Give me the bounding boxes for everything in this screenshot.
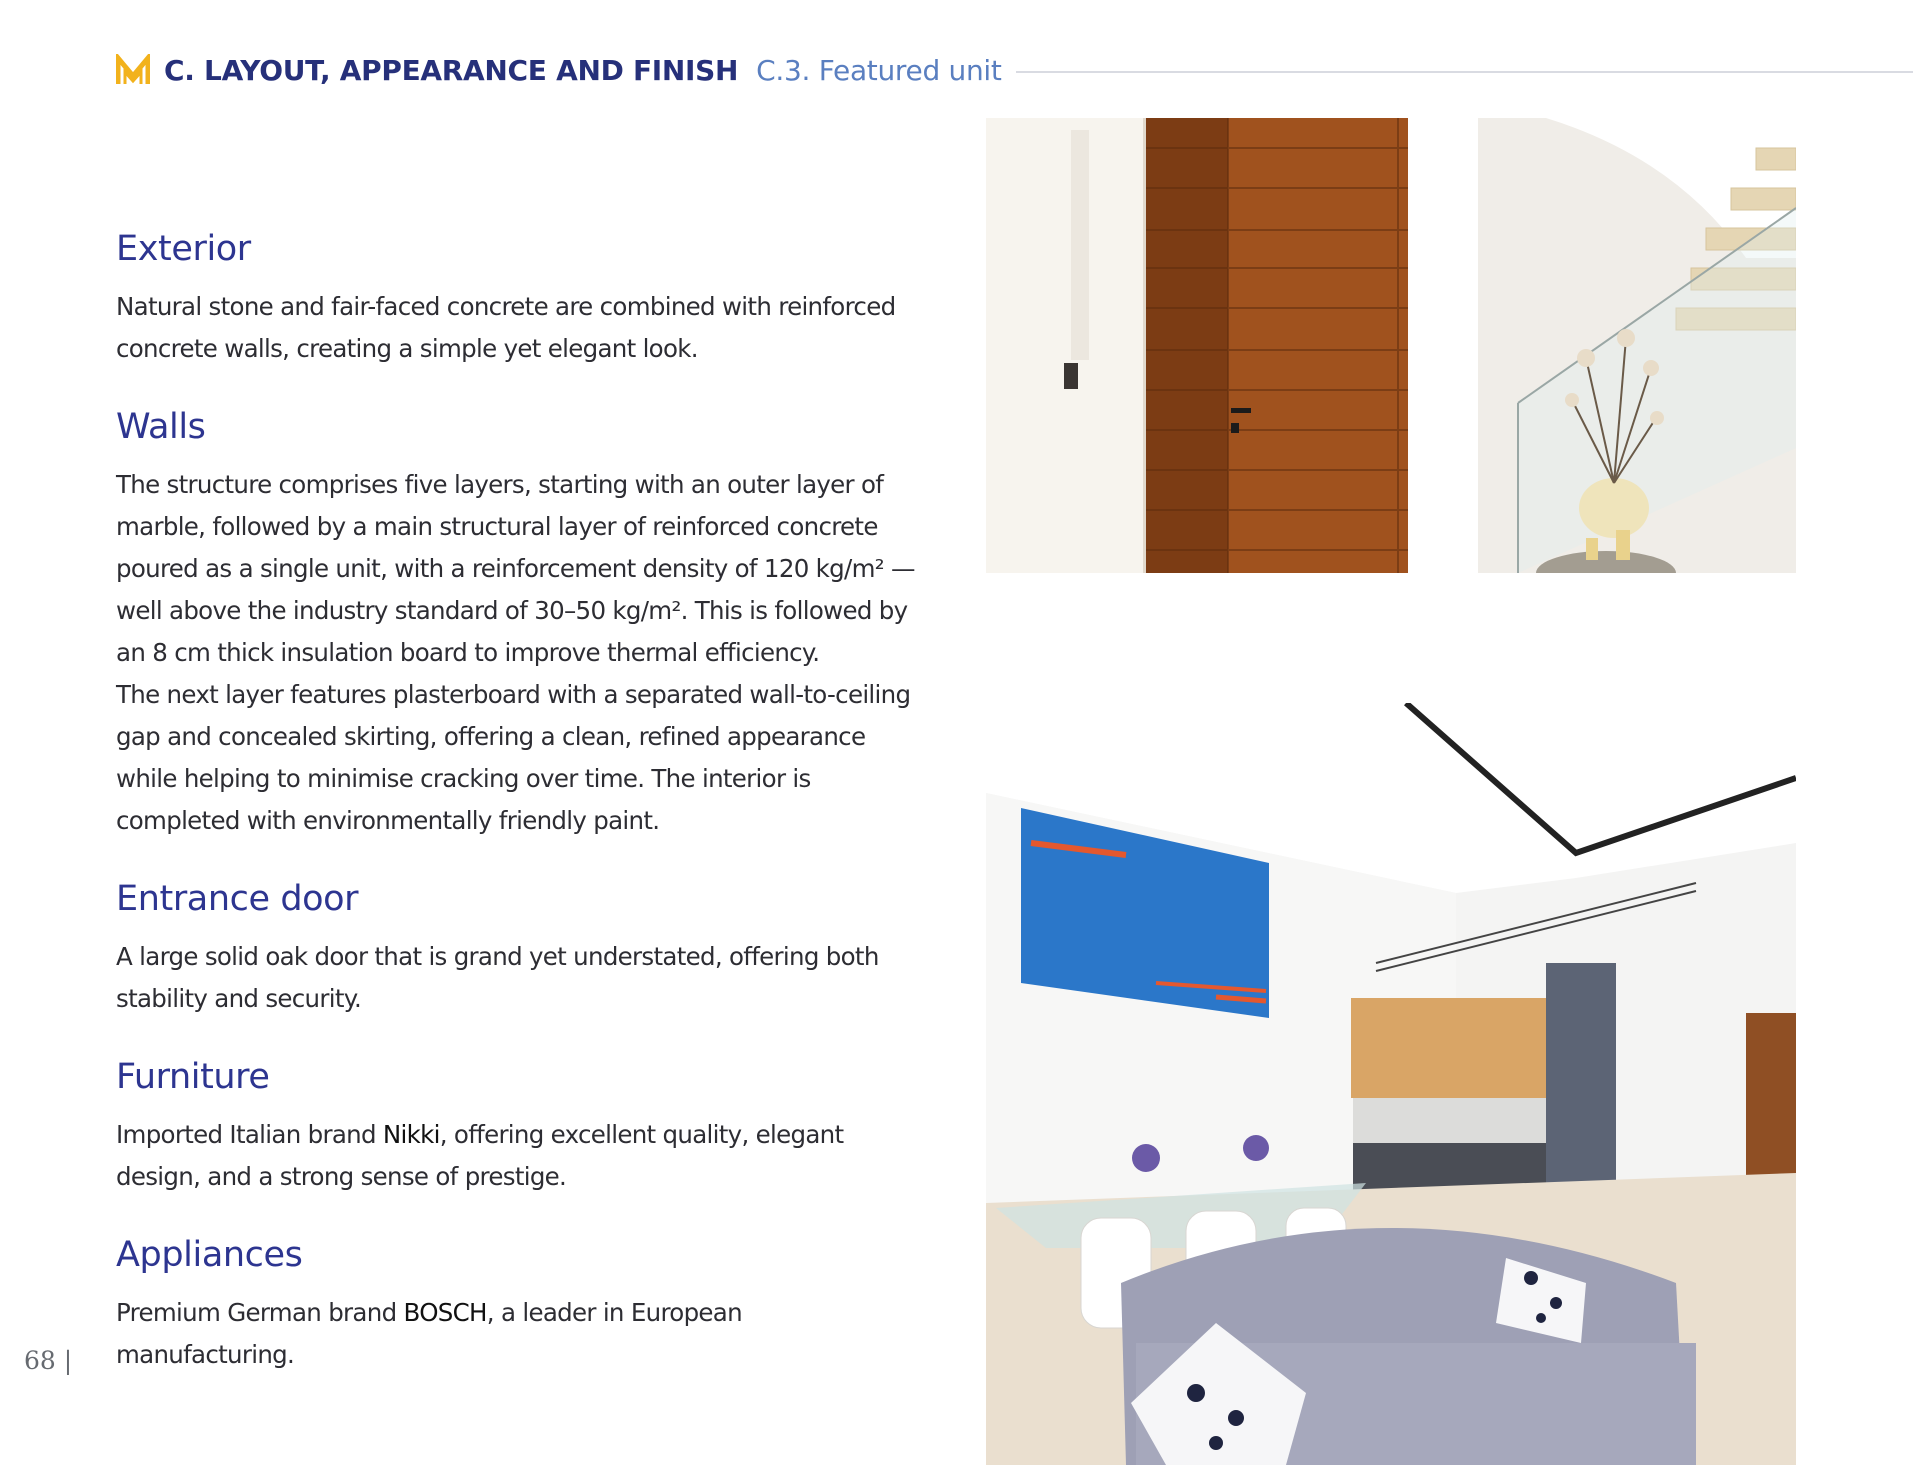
brand-name: BOSCH [403,1298,487,1327]
section-entrance-door [116,878,926,1020]
section-body: Natural stone and fair-faced concrete are combined with reinforced concrete walls, creating a simple yet elegant look. [116,292,896,363]
m-monogram-logo-icon [116,54,150,86]
main-content [116,228,926,1376]
body-text: Premium German brand [116,1298,404,1327]
body-text: Imported Italian brand [116,1120,383,1149]
section-body-continued: The next layer features plasterboard with a separated wall-to-ceiling gap and concealed skirting, offering a clean, refined appearance while helping to minimise cracking over time. The interior is completed with environmentally friendly paint. [116,680,911,835]
section-body [116,1292,926,1376]
section-title: Walls [116,407,206,447]
header-divider [1016,71,1913,73]
living-room-photo [986,703,1796,1465]
subsection-heading: C.3. Featured unit [756,53,1002,87]
brand-name: Nikki [382,1120,440,1149]
section-body: The structure comprises five layers, starting with an outer layer of marble, followed by a main structural layer of reinforced concrete poured as a single unit, with a reinforcement density of 120 kg/m² — well above the industry standard of 30–50 kg/m². This is followed by an 8 cm thick insulation board to improve thermal efficiency. [116,470,915,667]
section-furniture [116,1056,926,1198]
page-header [116,50,1913,90]
section-exterior [116,228,926,370]
section-walls [116,406,926,842]
section-title: Furniture [116,1057,270,1097]
section-heading: C. LAYOUT, APPEARANCE AND FINISH [164,53,739,87]
body-text: , a leader in European manufacturing. [116,1298,742,1369]
section-appliances [116,1234,926,1376]
page-number: 68 | [24,1346,73,1375]
section-title: Appliances [116,1235,303,1275]
section-body: A large solid oak door that is grand yet understated, offering both stability and security. [116,942,879,1013]
section-title: Entrance door [116,879,359,919]
body-text: , offering excellent quality, elegant design, and a strong sense of prestige. [116,1120,844,1191]
section-title: Exterior [116,229,251,269]
section-body [116,1114,926,1198]
entrance-door-photo [986,118,1796,573]
